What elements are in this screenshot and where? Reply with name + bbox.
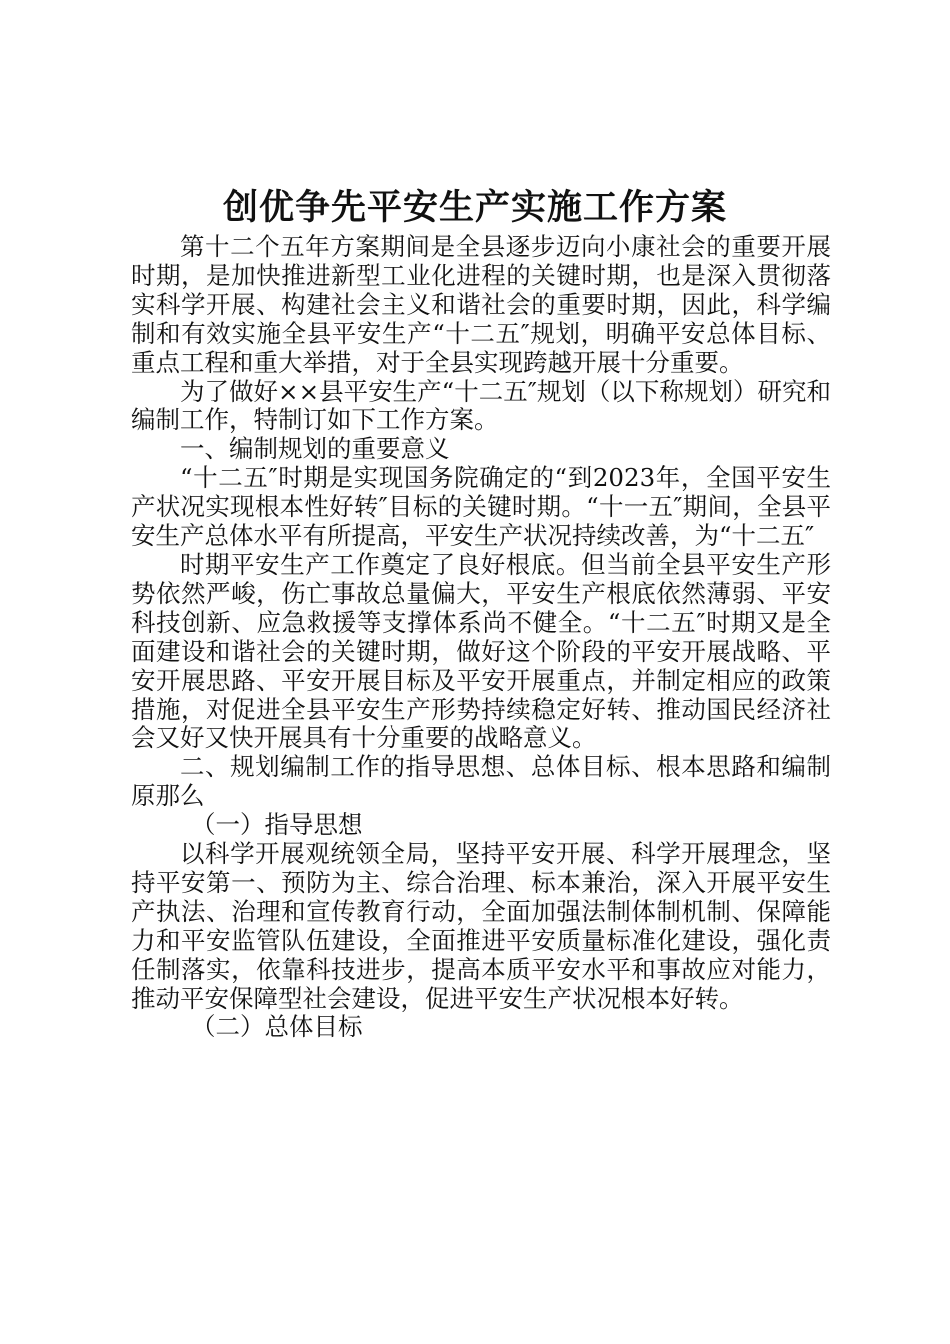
- document-body: [131, 233, 831, 1042]
- paragraph-intro: 第十二个五年方案期间是全县逐步迈向小康社会的重要开展时期，是加快推进新型工业化进程的关键时期，也是深入贯彻落实科学开展、构建社会主义和谐社会的重要时期，因此，科学编制和有效实施全县平安生产“十二五″规划，明确平安总体目标、重点工程和重大举措，对于全县实现跨越开展十分重要。: [131, 232, 831, 377]
- paragraph-purpose: 为了做好××县平安生产“十二五″规划（以下称规划）研究和编制工作，特制订如下工作方案。: [131, 376, 831, 435]
- subsection-heading-1: （一）指导思想: [191, 810, 363, 840]
- paragraph-significance-2: 时期平安生产工作奠定了良好根底。但当前全县平安生产形势依然严峻，伤亡事故总量偏大，平安生产根底依然薄弱、平安科技创新、应急救援等支撑体系尚不健全。“十二五″时期又是全面建设和谐社会的关键时期，做好这个阶段的平安开展战略、平安开展思路、平安开展目标及平安开展重点，并制定相应的政策措施，对促进全县平安生产形势持续稳定好转、推动国民经济社会又好又快开展具有十分重要的战略意义。: [131, 549, 831, 753]
- paragraph-guiding-thought: 以科学开展观统领全局，坚持平安开展、科学开展理念，坚持平安第一、预防为主、综合治理、标本兼治，深入开展平安生产执法、治理和宣传教育行动，全面加强法制体制机制、保障能力和平安监管队伍建设，全面推进平安质量标准化建设，强化责任制落实，依靠科技进步，提高本质平安水平和事故应对能力，推动平安保障型社会建设，促进平安生产状况根本好转。: [131, 839, 831, 1013]
- paragraph-significance-1: “十二五″时期是实现国务院确定的“到2023年，全国平安生产状况实现根本性好转″目标的关键时期。“十一五″期间，全县平安生产总体水平有所提高，平安生产状况持续改善，为“十二五″: [131, 463, 831, 551]
- document-title: 创优争先平安生产实施工作方案: [222, 187, 727, 228]
- subsection-heading-2: （二）总体目标: [191, 1012, 363, 1042]
- section-heading-1: 一、编制规划的重要意义: [180, 434, 450, 464]
- section-heading-2: 二、规划编制工作的指导思想、总体目标、根本思路和编制原那么: [131, 752, 831, 811]
